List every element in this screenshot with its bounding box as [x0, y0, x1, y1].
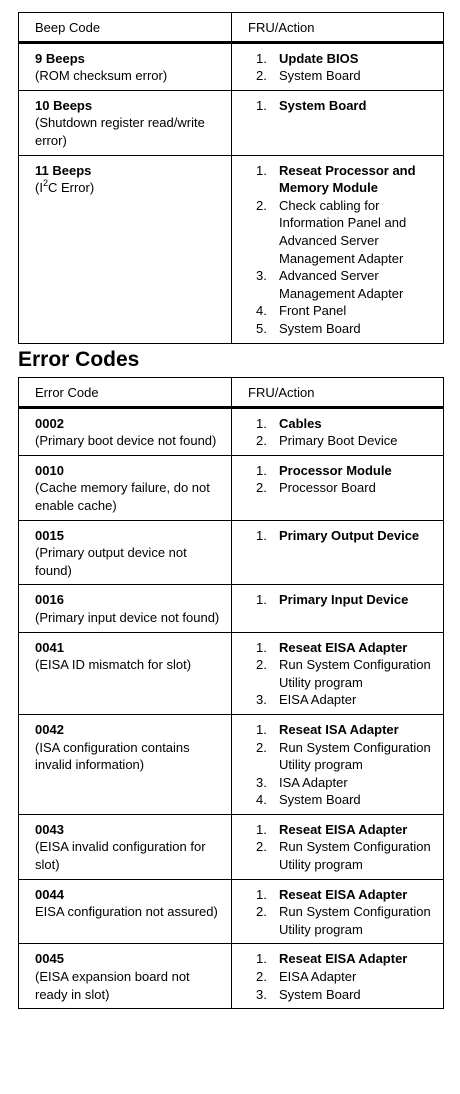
code-description: [35, 179, 225, 197]
action-number: 2.: [256, 657, 267, 673]
fru-action-cell: [232, 90, 444, 155]
fru-action-item: [248, 950, 437, 968]
action-text: Processor Module: [279, 462, 392, 478]
action-text: Primary Boot Device: [279, 433, 398, 449]
code-description: (Primary boot device not found): [35, 433, 217, 449]
fru-action-item: [248, 462, 437, 480]
fru-action-list: [248, 721, 437, 809]
desc-superscript: 2: [42, 178, 48, 189]
action-text: Cables: [279, 415, 322, 431]
fru-action-item: [248, 415, 437, 433]
action-number: 1.: [256, 821, 267, 837]
action-number: 4.: [256, 792, 267, 808]
fru-action-item: [248, 320, 437, 338]
action-text: Reseat EISA Adapter: [279, 951, 408, 967]
fru-action-cell: [232, 407, 444, 455]
code-number: 11 Beeps: [35, 162, 92, 178]
action-number: 1.: [256, 50, 267, 66]
action-text: System Board: [279, 68, 361, 84]
table-header-row: [19, 378, 444, 408]
table-row: [19, 90, 444, 155]
fru-action-item: [248, 838, 437, 873]
section-heading-error-codes: Error Codes: [18, 348, 140, 371]
fru-action-item: [248, 591, 437, 609]
action-text: Reseat Processor and Memory Module: [279, 162, 416, 196]
code-description: (Cache memory failure, do not enable cache): [35, 480, 210, 513]
column-header-error-code: Error Code: [19, 378, 232, 408]
code-description: (ISA configuration contains invalid information): [35, 739, 190, 773]
error-code-table: [18, 377, 444, 1009]
code-number: 10 Beeps: [35, 97, 93, 113]
fru-action-list: [248, 97, 437, 115]
code-number: 0043: [35, 821, 64, 837]
table-row: [19, 585, 444, 632]
action-number: 2.: [256, 904, 267, 920]
table-row: [19, 520, 444, 585]
fru-action-item: [248, 639, 437, 657]
action-text: Check cabling for Information Panel and Advanced Server Management Adapter: [279, 197, 407, 266]
column-header-fru-action: FRU/Action: [232, 13, 444, 43]
code-description: (Shutdown register read/write error): [35, 115, 205, 148]
fru-action-list: [248, 950, 437, 1003]
fru-action-item: [248, 903, 437, 938]
code-description: (Primary output device not found): [35, 545, 187, 578]
code-number: 0016: [35, 592, 64, 608]
action-number: 4.: [256, 303, 267, 319]
action-text: System Board: [279, 792, 361, 808]
action-text: EISA Adapter: [279, 969, 357, 985]
fru-action-item: [248, 691, 437, 709]
fru-action-cell: [232, 632, 444, 714]
code-number: 9 Beeps: [35, 50, 85, 66]
code-cell: [19, 407, 232, 455]
fru-action-item: [248, 527, 437, 545]
action-number: 2.: [256, 433, 267, 449]
table-row: [19, 879, 444, 944]
action-text: Update BIOS: [279, 50, 359, 66]
fru-action-cell: [232, 455, 444, 520]
table-row: [19, 407, 444, 455]
fru-action-item: [248, 67, 437, 85]
fru-action-item: [248, 886, 437, 904]
action-number: 2.: [256, 839, 267, 855]
fru-action-cell: [232, 155, 444, 343]
action-number: 1.: [256, 97, 267, 113]
fru-action-cell: [232, 520, 444, 585]
action-text: Processor Board: [279, 480, 376, 496]
action-number: 1.: [256, 462, 267, 478]
code-number: 0044: [35, 886, 64, 902]
action-text: EISA Adapter: [279, 692, 357, 708]
code-description: EISA configuration not assured): [35, 904, 218, 920]
action-text: Reseat EISA Adapter: [279, 886, 408, 902]
code-number: 0015: [35, 527, 64, 543]
fru-action-item: [248, 739, 437, 774]
fru-action-cell: [232, 814, 444, 879]
fru-action-item: [248, 656, 437, 691]
code-cell: [19, 520, 232, 585]
fru-action-item: [248, 162, 437, 197]
table-row: [19, 714, 444, 814]
action-number: 1.: [256, 886, 267, 902]
code-cell: [19, 155, 232, 343]
fru-action-list: [248, 462, 437, 497]
code-number: 0042: [35, 721, 64, 737]
fru-action-item: [248, 267, 437, 302]
action-text: Reseat EISA Adapter: [279, 821, 408, 837]
fru-action-item: [248, 721, 437, 739]
fru-action-list: [248, 415, 437, 450]
action-text: Reseat ISA Adapter: [279, 721, 399, 737]
action-number: 1.: [256, 415, 267, 431]
table-row: [19, 814, 444, 879]
desc-part: C Error): [47, 180, 95, 196]
code-number: 0045: [35, 951, 64, 967]
code-cell: [19, 944, 232, 1009]
code-description: (Primary input device not found): [35, 609, 220, 625]
fru-action-list: [248, 821, 437, 874]
action-text: Primary Output Device: [279, 527, 420, 543]
fru-action-cell: [232, 42, 444, 90]
fru-action-cell: [232, 879, 444, 944]
code-cell: [19, 90, 232, 155]
action-text: Primary Input Device: [279, 592, 409, 608]
fru-action-list: [248, 639, 437, 709]
code-cell: [19, 455, 232, 520]
action-text: Run System Configuration Utility program: [279, 904, 431, 937]
fru-action-item: [248, 97, 437, 115]
beep-code-table: [18, 12, 444, 344]
action-number: 1.: [256, 951, 267, 967]
table-row: [19, 455, 444, 520]
action-number: 1.: [256, 592, 267, 608]
action-number: 2.: [256, 480, 267, 496]
fru-action-item: [248, 432, 437, 450]
fru-action-item: [248, 302, 437, 320]
column-header-fru-action: FRU/Action: [232, 378, 444, 408]
action-text: Front Panel: [279, 303, 347, 319]
table-row: [19, 944, 444, 1009]
table-row: [19, 42, 444, 90]
fru-action-list: [248, 591, 437, 609]
action-number: 5.: [256, 320, 267, 336]
fru-action-list: [248, 886, 437, 939]
action-text: System Board: [279, 986, 361, 1002]
code-cell: [19, 879, 232, 944]
fru-action-list: [248, 50, 437, 85]
action-number: 1.: [256, 721, 267, 737]
code-cell: [19, 585, 232, 632]
action-text: Run System Configuration Utility program: [279, 739, 431, 773]
table-row: [19, 155, 444, 343]
action-number: 2.: [256, 739, 267, 755]
action-text: Reseat EISA Adapter: [279, 639, 408, 655]
action-text: System Board: [279, 97, 367, 113]
code-cell: [19, 42, 232, 90]
code-description: (EISA ID mismatch for slot): [35, 657, 192, 673]
fru-action-cell: [232, 944, 444, 1009]
fru-action-item: [248, 774, 437, 792]
action-text: Advanced Server Management Adapter: [279, 268, 404, 301]
fru-action-cell: [232, 714, 444, 814]
action-number: 2.: [256, 969, 267, 985]
fru-action-item: [248, 479, 437, 497]
action-number: 3.: [256, 986, 267, 1002]
fru-action-item: [248, 791, 437, 809]
action-text: Run System Configuration Utility program: [279, 839, 431, 873]
fru-action-item: [248, 50, 437, 68]
action-number: 2.: [256, 68, 267, 84]
column-header-beep-code: Beep Code: [19, 13, 232, 43]
action-number: 3.: [256, 268, 267, 284]
code-number: 0002: [35, 415, 64, 431]
code-cell: [19, 632, 232, 714]
table-row: [19, 632, 444, 714]
fru-action-list: [248, 527, 437, 545]
code-description: (ROM checksum error): [35, 68, 168, 84]
action-text: Run System Configuration Utility program: [279, 657, 431, 690]
action-number: 2.: [256, 197, 267, 213]
table-header-row: [19, 13, 444, 43]
code-cell: [19, 714, 232, 814]
code-description: (EISA expansion board not ready in slot): [35, 969, 190, 1002]
fru-action-item: [248, 197, 437, 267]
fru-action-cell: [232, 585, 444, 632]
code-description: (EISA invalid configuration for slot): [35, 839, 206, 873]
action-number: 3.: [256, 774, 267, 790]
action-number: 1.: [256, 639, 267, 655]
fru-action-item: [248, 986, 437, 1004]
fru-action-item: [248, 968, 437, 986]
code-number: 0010: [35, 462, 64, 478]
code-cell: [19, 814, 232, 879]
code-number: 0041: [35, 639, 64, 655]
action-text: System Board: [279, 320, 361, 336]
action-number: 1.: [256, 527, 267, 543]
desc-part: (I: [35, 180, 43, 196]
action-number: 3.: [256, 692, 267, 708]
fru-action-list: [248, 162, 437, 338]
action-text: ISA Adapter: [279, 774, 348, 790]
action-number: 1.: [256, 162, 267, 178]
fru-action-item: [248, 821, 437, 839]
